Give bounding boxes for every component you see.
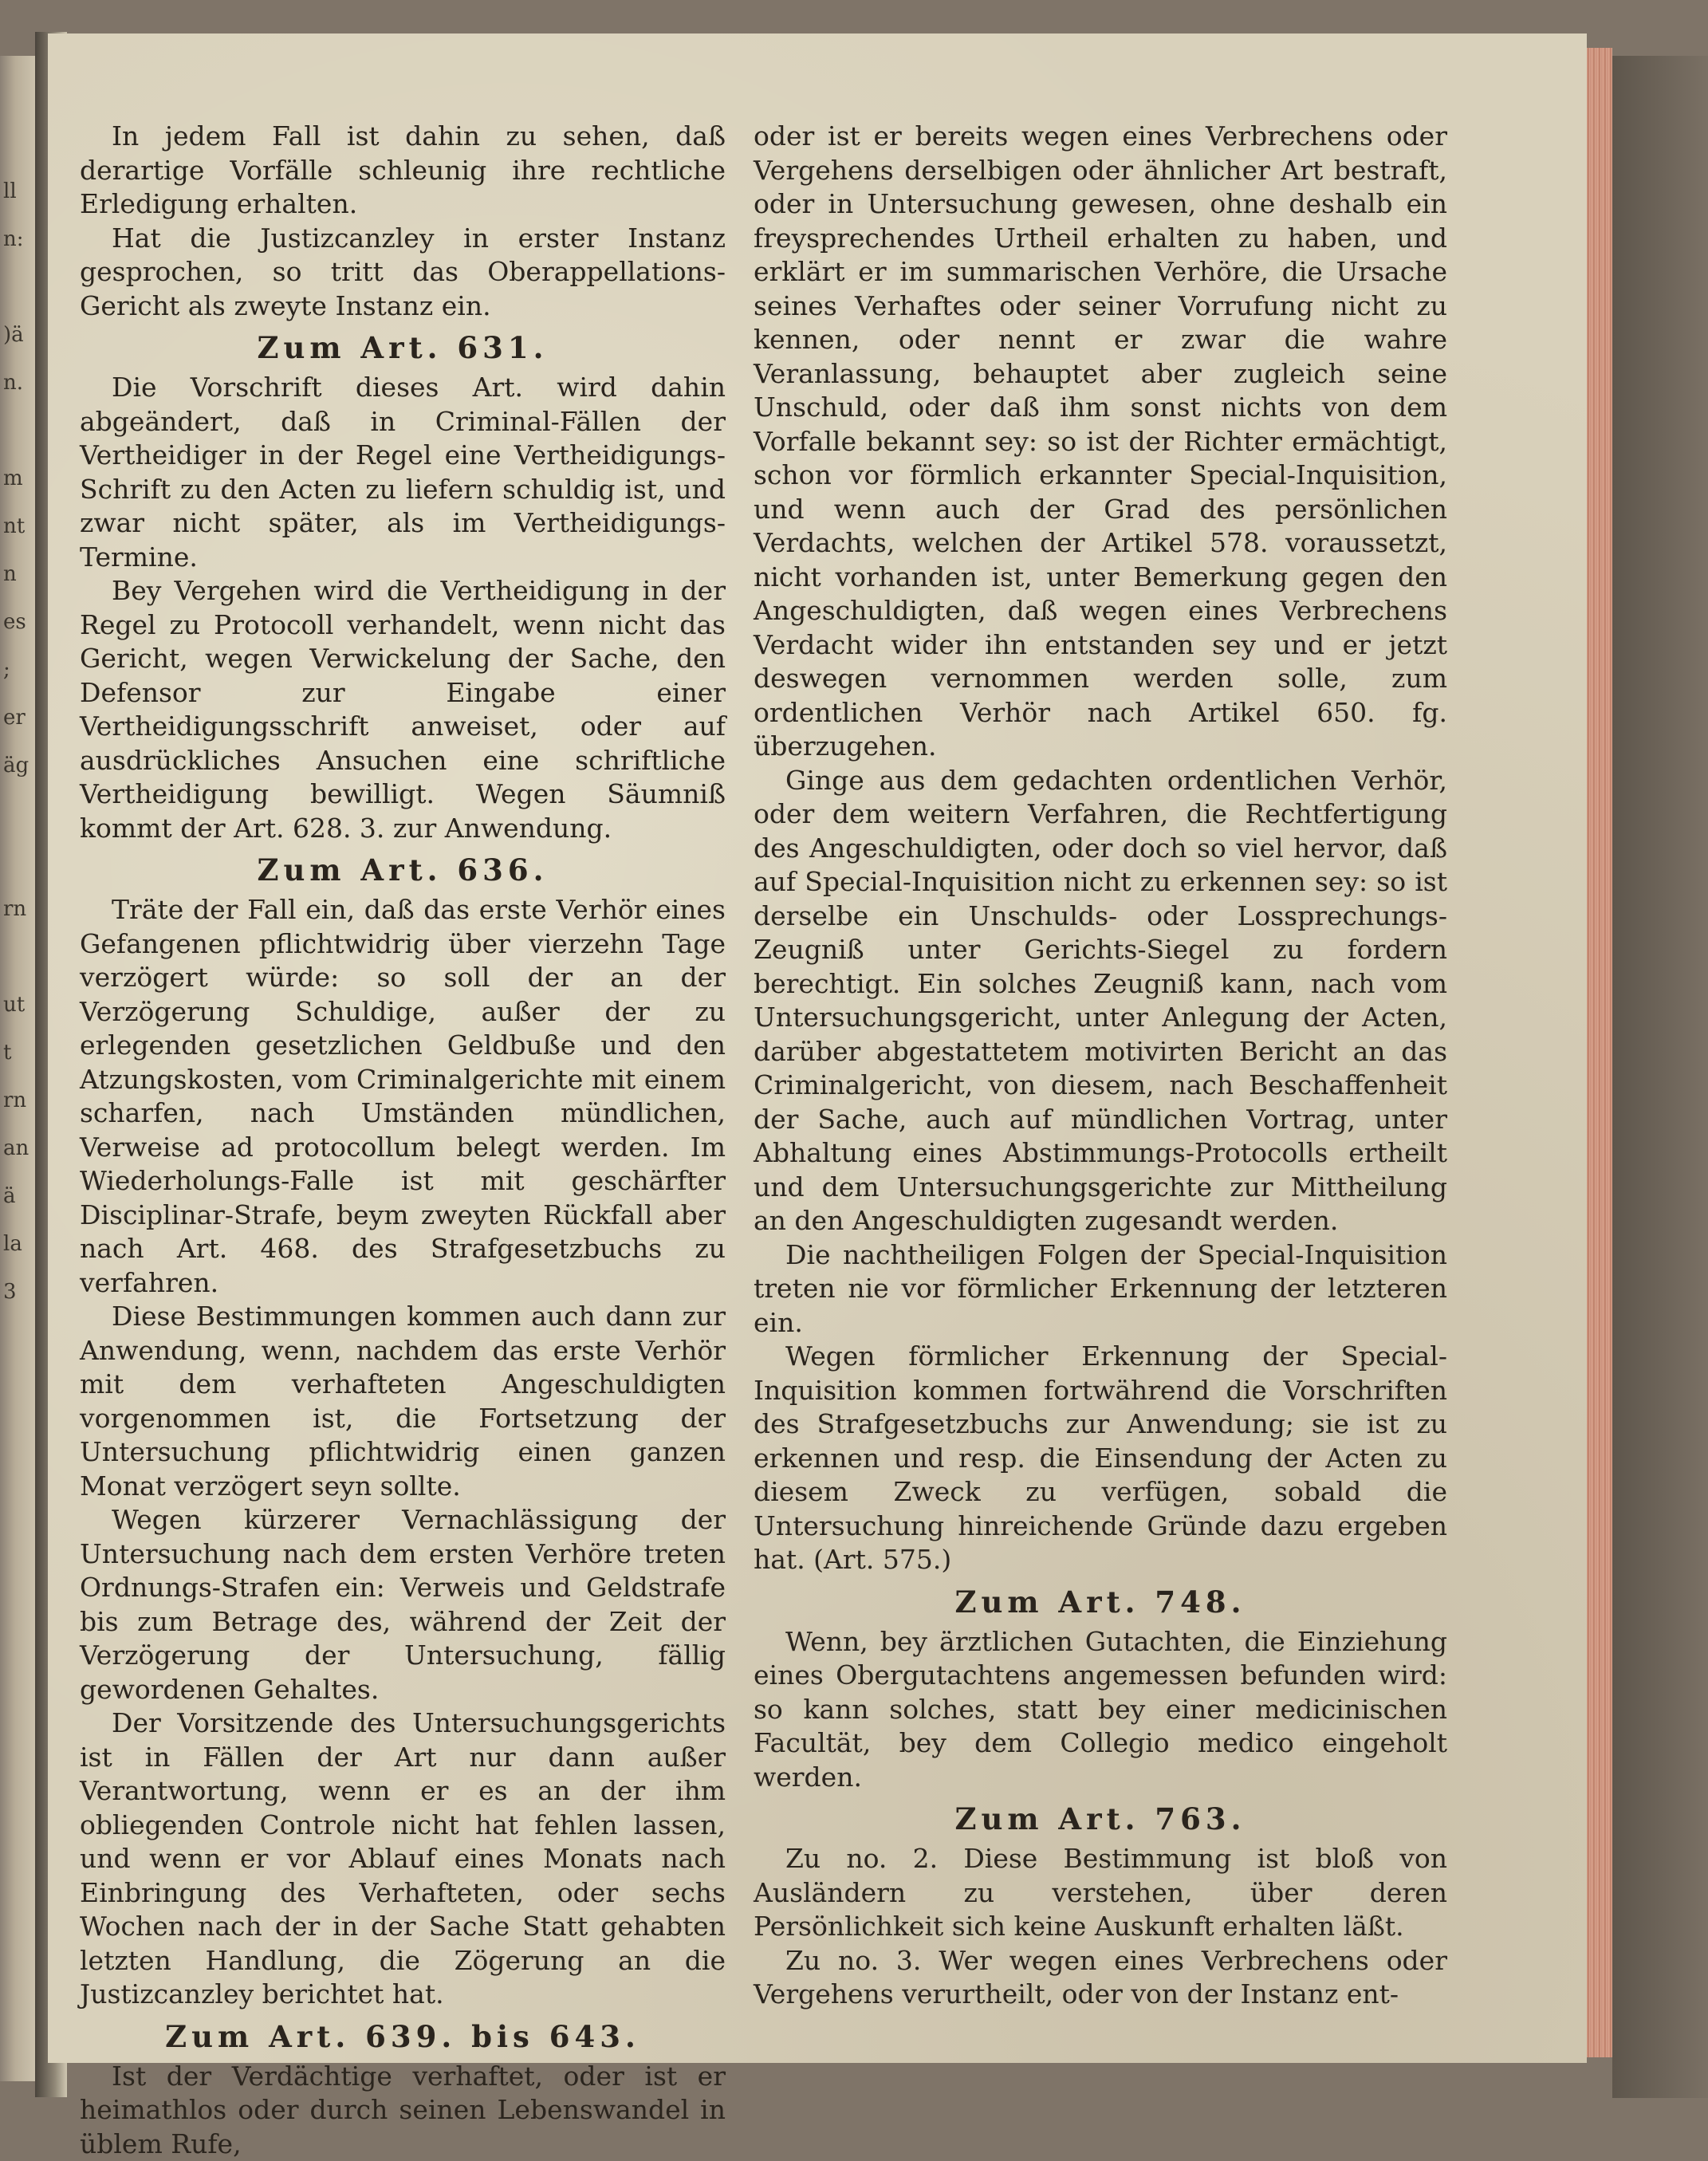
previous-page-edge [0,56,38,2081]
right-text-column [754,120,1447,2012]
section-heading: Zum Art. 639. bis 643. [80,2018,726,2055]
left-text-column [80,120,726,2161]
paragraph: Zu no. 2. Diese Bestimmung ist bloß von Ausländern zu verstehen, über deren Persönlichkeit sich keine Auskunft erhalten läßt. [754,1842,1447,1944]
section-heading: Zum Art. 636. [80,852,726,888]
paragraph: Bey Vergehen wird die Vertheidigung in der Regel zu Protocoll verhandelt, wenn nicht das Gericht, wegen Verwickelung der Sache, den Defensor zur Eingabe einer Vertheidigungsschrift anweiset, oder auf ausdrückliches Ansuchen eine schriftliche Vertheidigung bewilligt. Wegen Säumniß kommt der Art. 628. 3. zur Anwendung. [80,574,726,845]
paragraph: Hat die Justizcanzley in erster Instanz gesprochen, so tritt das Oberappellations-Gericht als zweyte Instanz ein. [80,222,726,324]
paragraph: Wenn, bey ärztlichen Gutachten, die Einziehung eines Obergutachtens angemessen befunden wird: so kann solches, statt bey einer medicinischen Facultät, bey dem Collegio medico eingeholt werden. [754,1625,1447,1795]
paragraph: Der Vorsitzende des Untersuchungsgerichts ist in Fällen der Art nur dann außer Verantwortung, wenn er es an der ihm obliegenden Controle nicht hat fehlen lassen, und wenn er vor Ablauf eines Monats nach Einbringung des Verhafteten, oder sechs Wochen nach der in der Sache Statt gehabten letzten Handlung, die Zögerung an die Justizcanzley berichtet hat. [80,1706,726,2012]
paragraph: Die Vorschrift dieses Art. wird dahin abgeändert, daß in Criminal-Fällen der Vertheidiger in der Regel eine Vertheidigungs-Schrift zu den Acten zu liefern schuldig ist, und zwar nicht später, als im Vertheidigungs-Termine. [80,371,726,574]
paragraph: Zu no. 3. Wer wegen eines Verbrechens oder Vergehens verurtheilt, oder von der Instanz ent- [754,1944,1447,2012]
section-heading: Zum Art. 748. [754,1584,1447,1620]
paragraph: Wegen förmlicher Erkennung der Special-Inquisition kommen fortwährend die Vorschriften des Strafgesetzbuchs zur Anwendung; sie ist zu erkennen und resp. die Einsendung der Acten zu diesem Zweck zu verfügen, sobald die Untersuchung hinreichende Gründe dazu ergeben hat. (Art. 575.) [754,1340,1447,1577]
paragraph: In jedem Fall ist dahin zu sehen, daß derartige Vorfälle schleunig ihre rechtliche Erledigung erhalten. [80,120,726,222]
background-shadow [1612,56,1708,2098]
paragraph: Ginge aus dem gedachten ordentlichen Verhör, oder dem weitern Verfahren, die Rechtfertigung des Angeschuldigten, oder doch so viel hervor, daß auf Special-Inquisition nicht zu erkennen sey: so ist derselbe ein Unschulds- oder Lossprechungs-Zeugniß unter Gerichts-Siegel zu fordern berechtigt. Ein solches Zeugniß kann, nach vom Untersuchungsgericht, unter Anlegung der Acten, darüber abgestattetem motivirten Bericht an das Criminalgericht, von diesem, nach Beschaffenheit der Sache, auch auf mündlichen Vortrag, unter Abhaltung eines Abstimmungs-Protocolls ertheilt und dem Untersuchungsgerichte zur Mittheilung an den Angeschuldigten zugesandt werden. [754,764,1447,1238]
paragraph: Träte der Fall ein, daß das erste Verhör eines Gefangenen pflichtwidrig über vierzehn Tage verzögert würde: so soll der an der Verzögerung Schuldige, außer der zu erlegenden gesetzlichen Geldbuße und den Atzungskosten, vom Criminalgerichte mit einem scharfen, nach Umständen mündlichen, Verweise ad protocollum belegt werden. Im Wiederholungs-Falle ist mit geschärfter Disciplinar-Strafe, beym zweyten Rückfall aber nach Art. 468. des Strafgesetzbuchs zu verfahren. [80,893,726,1300]
paragraph: Wegen kürzerer Vernachlässigung der Untersuchung nach dem ersten Verhöre treten Ordnungs-Strafen ein: Verweis und Geldstrafe bis zum Betrage des, während der Zeit der Verzögerung der Untersuchung, fällig gewordenen Gehaltes. [80,1503,726,1706]
section-heading: Zum Art. 631. [80,329,726,366]
previous-page-margin-text: ll n: )ä n. m nt n es ; er äg rn ut t rn an ä la 3 [3,167,38,1316]
paragraph: Die nachtheiligen Folgen der Special-Inquisition treten nie vor förmlicher Erkennung der letzteren ein. [754,1238,1447,1340]
paragraph: Diese Bestimmungen kommen auch dann zur Anwendung, wenn, nachdem das erste Verhör mit dem verhafteten Angeschuldigten vorgenommen ist, die Fortsetzung der Untersuchung pflichtwidrig einen ganzen Monat verzögert seyn sollte. [80,1300,726,1503]
paragraph: oder ist er bereits wegen eines Verbrechens oder Vergehens derselbigen oder ähnlicher Art bestraft, oder in Untersuchung gewesen, ohne deshalb ein freysprechendes Urtheil erhalten zu haben, und erklärt er im summarischen Verhöre, die Ursache seines Verhaftes oder seiner Vorrufung nicht zu kennen, oder nennt er zwar die wahre Veranlassung, behauptet aber zugleich seine Unschuld, oder daß ihm sonst nichts von dem Vorfalle bekannt sey: so ist der Richter ermächtigt, schon vor förmlich erkannter Special-Inquisition, und wenn auch der Grad des persönlichen Verdachts, welchen der Artikel 578. voraussetzt, nicht vorhanden ist, unter Bemerkung gegen den Angeschuldigten, daß wegen eines Verbrechens Verdacht wider ihn entstanden sey und er jetzt deswegen vernommen werden solle, zum ordentlichen Verhör nach Artikel 650. fg. überzugehen. [754,120,1447,764]
paragraph: Ist der Verdächtige verhaftet, oder ist er heimathlos oder durch seinen Lebenswandel in üblem Rufe, [80,2060,726,2161]
section-heading: Zum Art. 763. [754,1801,1447,1837]
